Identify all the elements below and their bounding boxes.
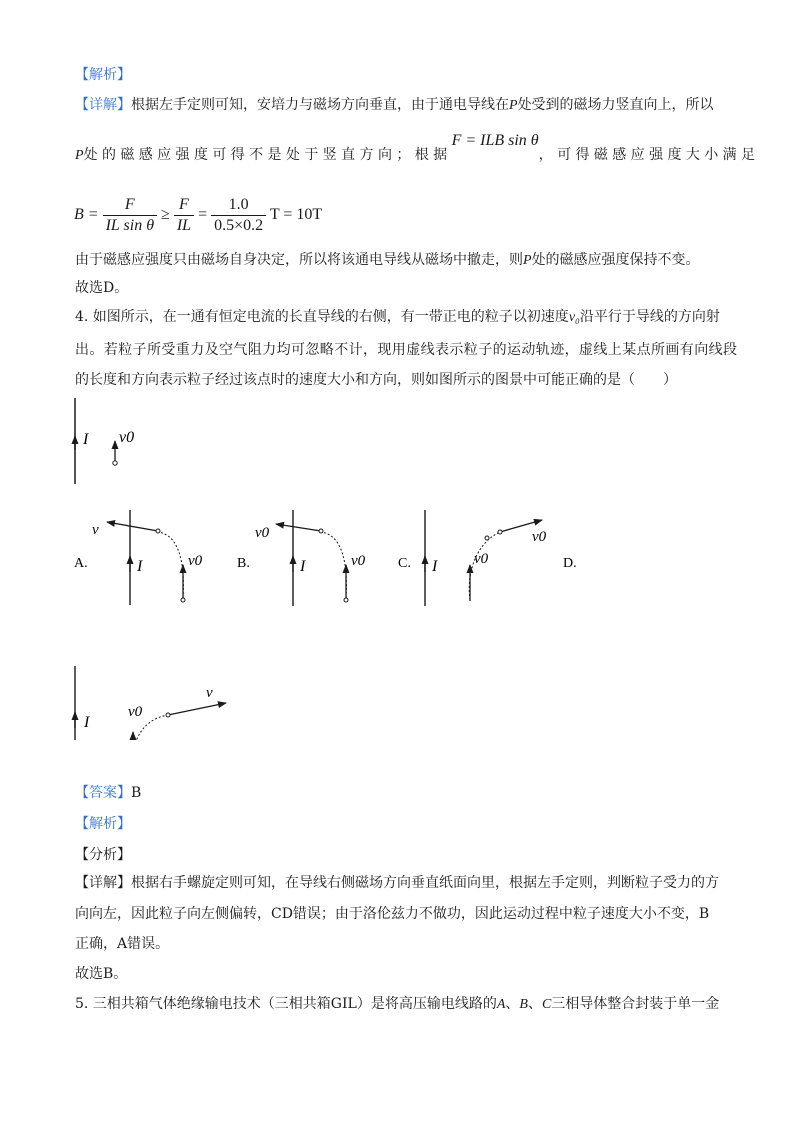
detail2-line-3: 正确，A错误。 — [75, 936, 170, 952]
force-formula: F = ILB sin θ — [451, 132, 539, 149]
option-c-label: C. — [398, 556, 411, 571]
analysis2-tag: 【解析】 — [75, 816, 131, 832]
option-d-v-label: v — [206, 685, 213, 701]
option-b-current-label: I — [300, 558, 306, 575]
var-p: P — [509, 98, 518, 113]
detail-line-2-tail: ，可得磁感应强度大小满足 — [538, 147, 760, 163]
eq-equals: = — [198, 206, 208, 224]
q5-line-1 — [75, 993, 719, 1013]
line4-text-b: 处的磁感应强度保持不变。 — [531, 252, 700, 268]
choose-d: 故选D。 — [75, 280, 129, 296]
detail-text-2: 处受到的磁场力竖直向上，所以 — [517, 97, 714, 113]
particle — [113, 461, 117, 465]
eq-frac-1: $\frac{F}{\text{IL sin θ}}$ — [103, 196, 157, 235]
detail2-line-1 — [75, 872, 719, 892]
fenxi-tag: 【分析】 — [75, 847, 131, 863]
detail-line-2 — [75, 132, 760, 164]
option-c-v0-label: v0 — [474, 551, 489, 567]
option-a-figure — [92, 510, 203, 605]
answer-tag: 【答案】 — [75, 785, 131, 801]
detail2-text-1: 根据右手螺旋定则可知，在导线右侧磁场方向垂直纸面向里，根据左手定则，判断粒子受力的方 — [131, 875, 719, 891]
option-d-label: D. — [563, 556, 577, 571]
analysis-tag: 【解析】 — [75, 67, 131, 83]
option-c-v0-label-2: v0 — [532, 529, 547, 545]
eq-rhs: T = 10T — [269, 206, 323, 224]
q4-line-3: 的长度和方向表示粒子经过该点时的速度大小和方向，则如图所示的图景中可能正确的是（ ） — [75, 372, 677, 388]
detail-tag: 【详解】 — [75, 97, 131, 113]
q5-text-b: 三相导体整合封装于单一金 — [551, 996, 720, 1012]
q4-line-2: 出。若粒子所受重力及空气阻力均可忽略不计，现用虚线表示粒子的运动轨迹，虚线上某点所画有向线段 — [75, 342, 738, 358]
magnetic-field-equation — [74, 196, 322, 235]
option-d-figure — [75, 666, 226, 740]
option-b-v0-label-2: v0 — [255, 525, 270, 541]
detail-line-1 — [75, 94, 714, 114]
option-a-v0-label: v0 — [188, 553, 203, 569]
detail2-line-2: 向向左，因此粒子向左侧偏转，CD错误；由于洛伦兹力不做功，因此运动过程中粒子速度大小不变，B — [75, 906, 710, 922]
option-c-current-label: I — [432, 558, 438, 575]
option-d-current-label: I — [84, 714, 90, 731]
answer-value: B — [131, 785, 142, 801]
eq-geq: ≥ — [161, 206, 170, 224]
answer-line — [75, 782, 141, 802]
option-d-v0-label: v0 — [128, 704, 143, 720]
detail2-tag: 【详解】 — [75, 875, 131, 891]
eq-lhs: B = — [74, 206, 99, 224]
option-b-v0-label: v0 — [351, 553, 366, 569]
q5-a: A — [496, 997, 506, 1012]
q4-figures — [0, 390, 800, 740]
detail-line-2-text: 处的磁感应强度可得不是处于竖直方向；根据 — [83, 147, 452, 163]
detail-text-1: 根据左手定则可知，安培力与磁场方向垂直，由于通电导线在 — [131, 97, 509, 113]
eq-frac-3: $\frac{1.0}{0.5\times 0.2}$ — [211, 196, 266, 235]
option-a-label: A. — [74, 556, 88, 571]
q5-c: C — [541, 997, 552, 1012]
detail-line-4 — [75, 249, 700, 269]
line4-text-a: 由于磁感应强度只由磁场自身决定，所以将该通电导线从磁场中撤走，则 — [75, 252, 523, 268]
current-label: I — [83, 431, 89, 448]
option-b-figure — [255, 510, 366, 606]
choose-b: 故选B。 — [75, 966, 128, 982]
q4-line-1 — [75, 306, 720, 326]
eq-frac-2: $\frac{F}{IL}$ — [174, 196, 194, 235]
q5-text-a: 5. 三相共箱气体绝缘输电技术（三相共箱GIL）是将高压输电线路的 — [75, 996, 497, 1012]
main-figure — [75, 398, 134, 484]
option-a-current-label: I — [137, 558, 143, 575]
option-c-figure — [425, 510, 547, 606]
q4-text-b: 沿平行于导线的方向射 — [579, 309, 720, 325]
option-b-label: B. — [237, 556, 250, 571]
q5-sep-1: 、 — [505, 996, 520, 1012]
q5-sep-2: 、 — [527, 996, 542, 1012]
velocity-label: v0 — [119, 429, 135, 446]
q4-v0: v₀ — [568, 310, 580, 325]
var-p-2: P — [75, 148, 84, 163]
q4-text-a: 4. 如图所示，在一通有恒定电流的长直导线的右侧，有一带正电的粒子以初速度 — [75, 309, 569, 325]
q5-b: B — [519, 997, 528, 1012]
option-a-v-label: v — [92, 522, 99, 538]
var-p-3: P — [523, 253, 532, 268]
